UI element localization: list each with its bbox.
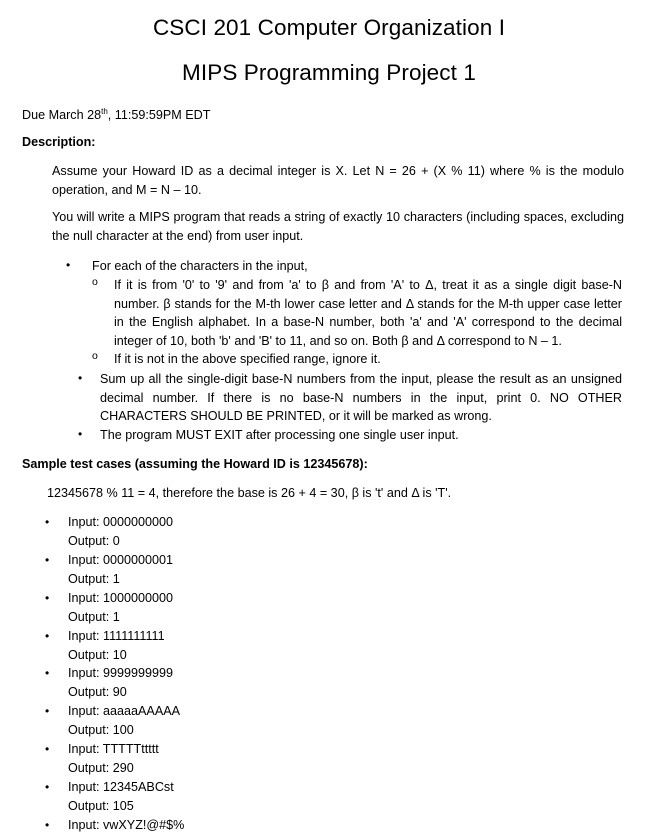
test-case-input: Input: 1000000000 <box>68 591 174 605</box>
bullet-icon: • <box>45 629 50 643</box>
sub-bullet-icon: o <box>92 276 98 288</box>
test-case-input: Input: 12345ABCst <box>68 780 174 794</box>
test-case-input: Input: TTTTTttttt <box>68 742 159 756</box>
due-date-sup: th <box>101 107 108 116</box>
bullet-icon: • <box>78 371 83 385</box>
due-date-suffix: , 11:59:59PM EDT <box>107 108 211 123</box>
document-title: CSCI 201 Computer Organization I <box>152 15 506 40</box>
description-heading: Description: <box>22 135 96 149</box>
description-paragraph-1: Assume your Howard ID as a decimal integer is X. Let N = 26 + (X % 11) where % is the modulo operation, and M = N – 10. <box>52 164 624 197</box>
due-date <box>22 103 210 125</box>
test-case-input: Input: 0000000001 <box>68 553 174 567</box>
test-case-output: Output: 1 <box>68 572 120 586</box>
test-case-input: Input: 0000000000 <box>68 515 174 529</box>
test-case-input: Input: 1111111111 <box>68 629 165 643</box>
test-case-output: Output: 290 <box>68 761 134 775</box>
bullet-icon: • <box>78 427 83 441</box>
bullet-icon: • <box>45 818 50 832</box>
bullet-icon: • <box>66 258 71 272</box>
test-case-output: Output: 90 <box>68 685 127 699</box>
test-case-output: Output: 0 <box>68 534 120 548</box>
sub-bullet-icon: o <box>92 350 98 362</box>
list-item-1: For each of the characters in the input, <box>92 259 308 273</box>
test-case-output: Output: 10 <box>68 648 127 662</box>
due-date-prefix: Due March 28 <box>22 108 102 123</box>
list-item-2: Sum up all the single-digit base-N numbers from the input, please the result as an unsigned decimal number. If there is no base-N numbers in the input, print 0. NO OTHER CHARACTERS SHOULD BE PRINTED, or it will be marked as wrong. <box>100 372 622 423</box>
test-case-input: Input: 9999999999 <box>68 666 174 680</box>
sample-heading: Sample test cases (assuming the Howard ID is 12345678): <box>22 457 368 471</box>
bullet-icon: • <box>45 515 50 529</box>
sample-calculation: 12345678 % 11 = 4, therefore the base is 26 + 4 = 30, β is 't' and Δ is 'T'. <box>47 486 452 500</box>
test-case-input: Input: aaaaaAAAAA <box>68 704 181 718</box>
sub-list-item-2: If it is not in the above specified range, ignore it. <box>114 352 381 366</box>
description-paragraph-2: You will write a MIPS program that reads a string of exactly 10 characters (including spaces, excluding the null character at the end) from user input. <box>52 210 624 243</box>
test-case-output: Output: 100 <box>68 723 134 737</box>
bullet-icon: • <box>45 591 50 605</box>
test-case-input: Input: vwXYZ!@#$% <box>68 818 185 832</box>
test-case-output: Output: 105 <box>68 799 134 813</box>
document-subtitle: MIPS Programming Project 1 <box>182 60 476 85</box>
bullet-icon: • <box>45 704 50 718</box>
bullet-icon: • <box>45 780 50 794</box>
bullet-icon: • <box>45 666 50 680</box>
bullet-icon: • <box>45 742 50 756</box>
test-case-output: Output: 1 <box>68 610 120 624</box>
list-item-3: The program MUST EXIT after processing one single user input. <box>100 428 459 442</box>
bullet-icon: • <box>45 553 50 567</box>
sub-list-item-1: If it is from '0' to '9' and from 'a' to β and from 'A' to Δ, treat it as a single digit base-N number. β stands for the M-th lower case letter and Δ stands for the M-th upper case letter in the English alphabet. In a base-N number, both 'a' and 'A' correspond to the decimal integer of 10, both 'b' and 'B' to 11, and so on. Both β and Δ correspond to N – 1. <box>114 278 622 348</box>
